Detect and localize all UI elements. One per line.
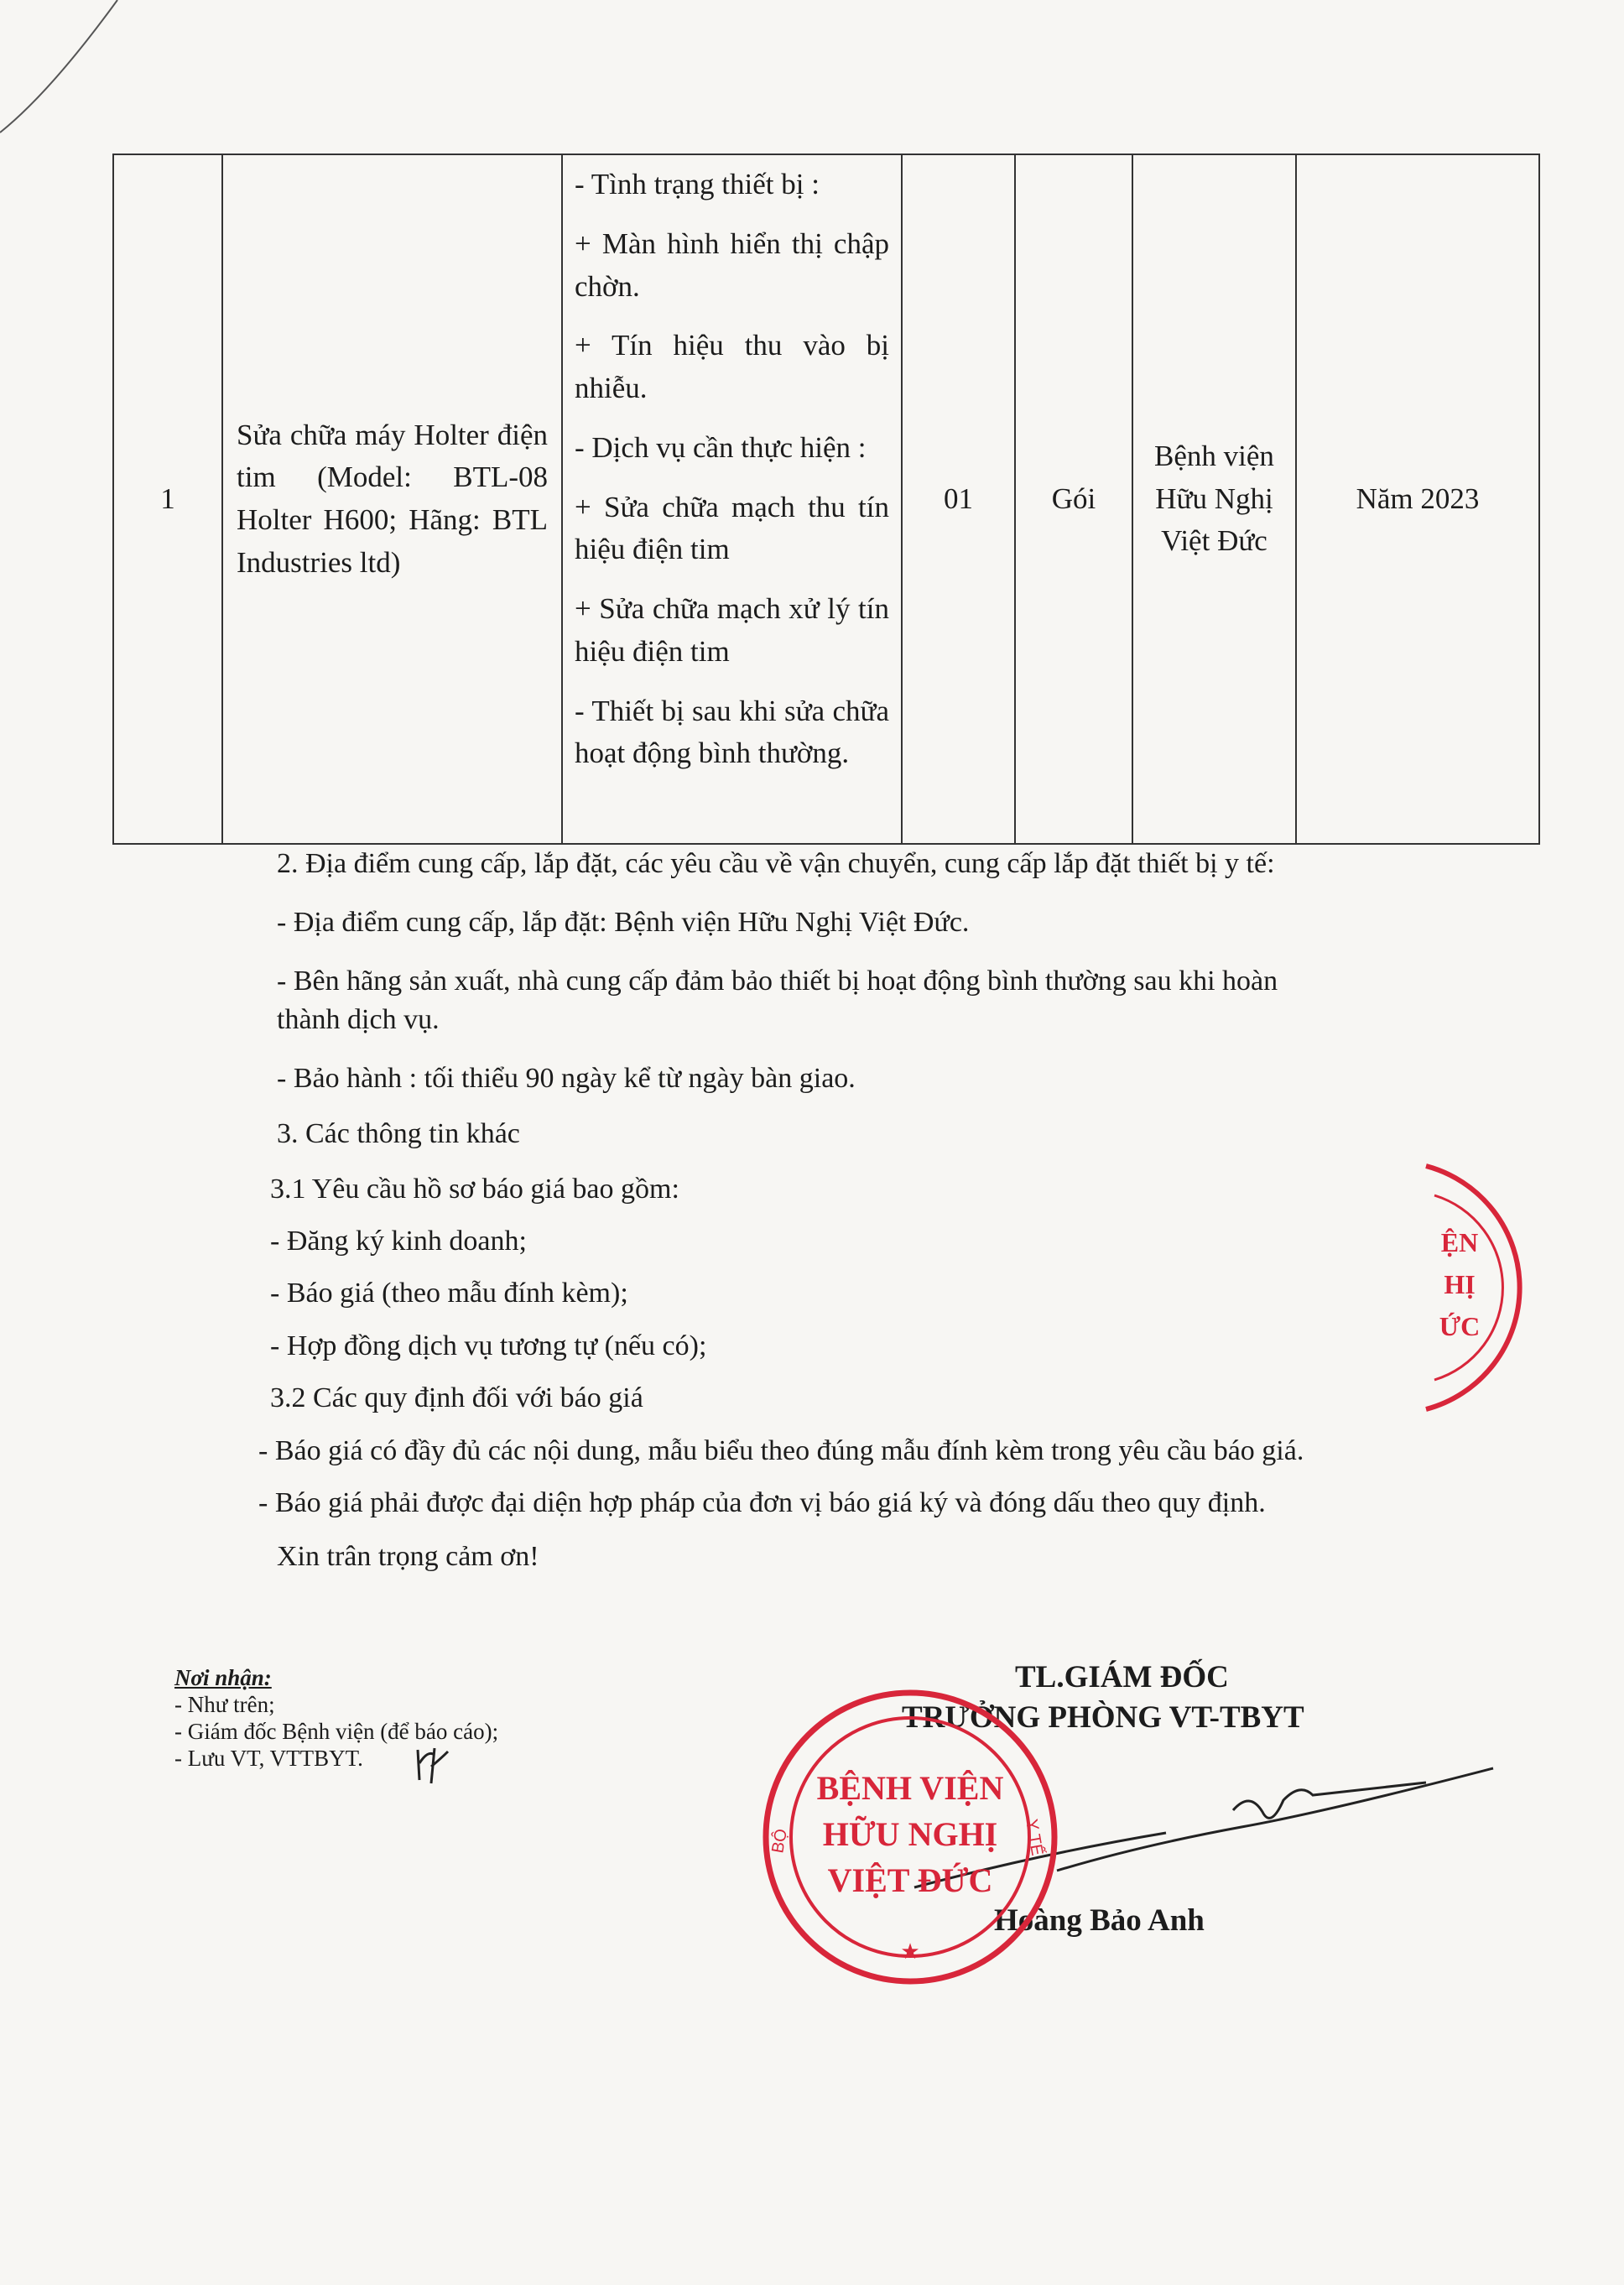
seal-line-2: HỮU NGHỊ: [822, 1815, 998, 1853]
item-unit: Gói: [1015, 154, 1132, 844]
section-2-guarantee-cont: thành dịch vụ.: [277, 1004, 440, 1035]
item-name: Sửa chữa máy Holter điện tim (Model: BTL-08 Holter H600; Hãng: BTL Industries ltd): [222, 154, 562, 844]
list-item: - Hợp đồng dịch vụ tương tự (nếu có);: [270, 1330, 707, 1361]
section-3-1-heading: 3.1 Yêu cầu hồ sơ báo giá bao gồm:: [270, 1174, 679, 1205]
seal-star-icon: ★: [900, 1939, 920, 1965]
description-line: - Tình trạng thiết bị :: [575, 168, 820, 200]
table-row: [113, 154, 1539, 844]
list-item: - Báo giá có đầy đủ các nội dung, mẫu biểu theo đúng mẫu đính kèm trong yêu cầu báo giá.: [258, 1435, 1304, 1466]
hospital-seal-stamp: [759, 1686, 1061, 1988]
specification-table: [112, 154, 1540, 845]
seal-edge-left: BỘ: [768, 1827, 791, 1855]
row-number: 1: [113, 154, 222, 844]
recipient-item: - Lưu VT, VTTBYT.: [174, 1746, 363, 1771]
seal-edge-right: Y TẾ: [1022, 1818, 1047, 1857]
signer-name: Hoàng Bảo Anh: [994, 1903, 1205, 1938]
edge-seal-line-3: ỨC: [1439, 1311, 1481, 1341]
description-line: + Sửa chữa mạch xử lý tín hiệu điện tim: [575, 592, 889, 668]
description-line: + Tín hiệu thu vào bị nhiễu.: [575, 329, 889, 404]
initial-signature-icon: [411, 1743, 453, 1787]
item-time: Năm 2023: [1296, 154, 1539, 844]
edge-seal-line-2: HỊ: [1444, 1269, 1476, 1299]
list-item: - Đăng ký kinh doanh;: [270, 1226, 527, 1257]
scan-edge-line: [0, 0, 168, 134]
section-2-heading: 2. Địa điểm cung cấp, lắp đặt, các yêu cầu về vận chuyển, cung cấp lắp đặt thiết bị y tế:: [277, 848, 1275, 879]
item-quantity: 01: [902, 154, 1015, 844]
closing-text: Xin trân trọng cảm ơn!: [277, 1541, 539, 1572]
section-3-heading: 3. Các thông tin khác: [277, 1118, 520, 1149]
section-3-2-heading: 3.2 Các quy định đối với báo giá: [270, 1382, 643, 1413]
description-line: + Sửa chữa mạch thu tín hiệu điện tim: [575, 490, 889, 566]
list-item: - Báo giá (theo mẫu đính kèm);: [270, 1278, 628, 1309]
recipient-item: - Giám đốc Bệnh viện (để báo cáo);: [174, 1719, 499, 1744]
item-description: [562, 154, 902, 844]
list-item: - Báo giá phải được đại diện hợp pháp của đơn vị báo giá ký và đóng dấu theo quy định.: [258, 1487, 1266, 1518]
seal-line-3: VIỆT ĐỨC: [827, 1861, 993, 1899]
edge-seal-stamp: [1376, 1158, 1543, 1418]
section-2-location: - Địa điểm cung cấp, lắp đặt: Bệnh viện Hữu Nghị Việt Đức.: [277, 907, 970, 938]
description-line: + Màn hình hiển thị chập chờn.: [575, 226, 889, 303]
signature-title-1: TL.GIÁM ĐỐC: [1015, 1660, 1229, 1694]
description-line: - Thiết bị sau khi sửa chữa hoạt động bình thường.: [575, 694, 889, 770]
signature-title-2: TRƯỞNG PHÒNG VT-TBYT: [902, 1700, 1304, 1735]
description-line: - Dịch vụ cần thực hiện :: [575, 430, 867, 464]
item-location: Bệnh viện Hữu Nghị Việt Đức: [1132, 154, 1296, 844]
recipients-heading: Nơi nhận:: [174, 1665, 272, 1690]
edge-seal-line-1: ỆN: [1440, 1227, 1479, 1257]
recipient-item: - Như trên;: [174, 1692, 275, 1717]
section-2-guarantee: - Bên hãng sản xuất, nhà cung cấp đảm bảo thiết bị hoạt động bình thường sau khi hoàn: [277, 966, 1278, 997]
section-2-warranty: - Bảo hành : tối thiểu 90 ngày kể từ ngày bàn giao.: [277, 1063, 856, 1094]
seal-line-1: BỆNH VIỆN: [816, 1769, 1004, 1807]
